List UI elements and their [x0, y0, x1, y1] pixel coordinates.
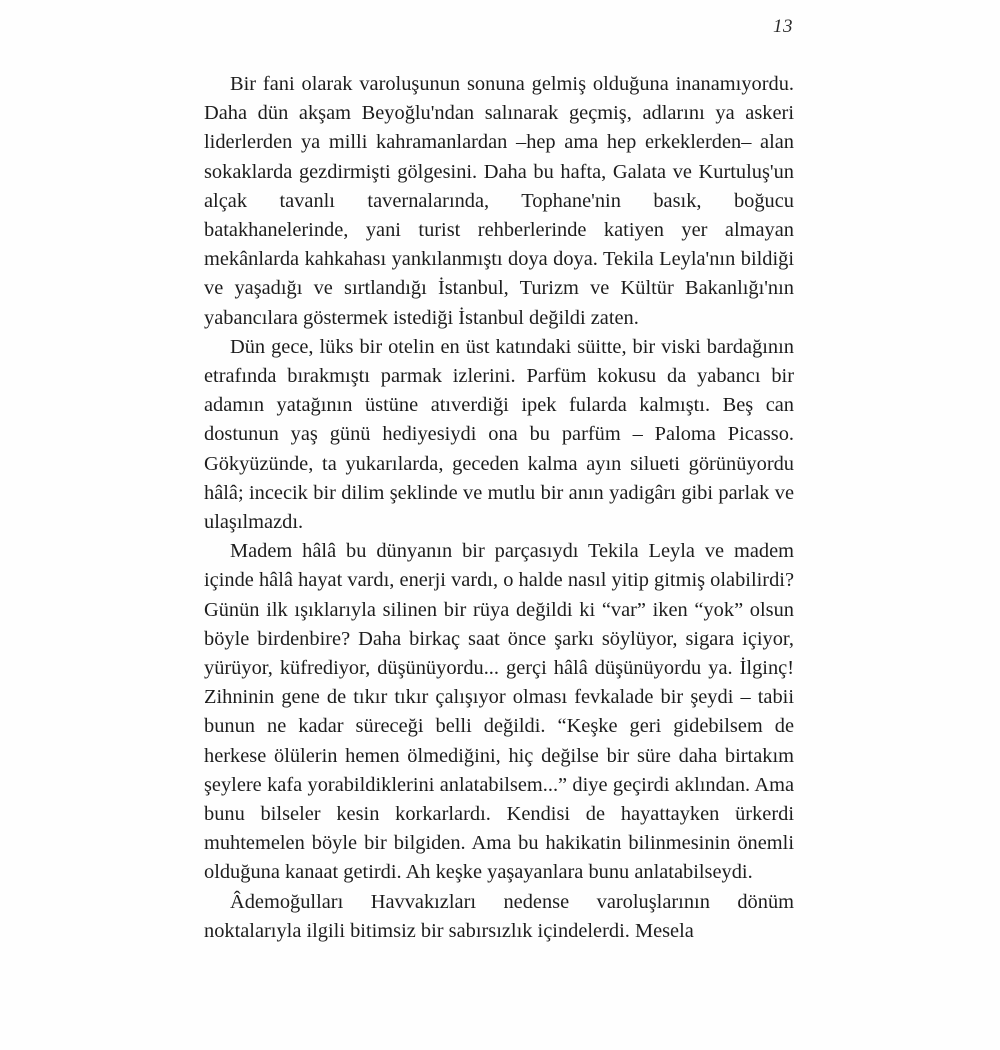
paragraph: Madem hâlâ bu dünyanın bir parçasıydı Tekila Leyla ve madem içinde hâlâ hayat vardı, enerji vardı, o halde nasıl yitip gitmiş olabilirdi? Günün ilk ışıklarıyla silinen bir rüya değildi ki “var” iken “yok” olsun böyle birdenbire? Daha birkaç saat önce şarkı söylüyor, sigara içiyor, yürüyor, küfrediyor, düşünüyordu... gerçi hâlâ düşünüyordu ya. İlginç! Zihninin gene de tıkır tıkır çalışıyor olması fevkalade bir şeydi – tabii bunun ne kadar süreceği belli değildi. “Keşke geri gidebilsem de herkese ölülerin hemen ölmediğini, hiç değilse bir süre daha birtakım şeylere kafa yorabildiklerini anlatabilsem...” diye geçirdi aklından. Ama bunu bilseler kesin korkarlardı. Kendisi de hayattayken ürkerdi muhtemelen böyle bir bilgiden. Ama bu hakikatin bilinmesinin önemli olduğuna kanaat getirdi. Ah keşke yaşayanlara bunu anlatabilseydi.	[204, 540, 794, 884]
paragraph: Dün gece, lüks bir otelin en üst katındaki süitte, bir viski bardağının etrafında bırakmıştı parmak izlerini. Parfüm kokusu da yabancı bir adamın yatağının üstüne atıverdiği ipek fularda kalmıştı. Beş can dostunun yaş günü hediyesiydi ona bu parfüm – Paloma Picasso. Gökyüzünde, ta yukarılarda, geceden kalma ayın silueti görünüyordu hâlâ; incecik bir dilim şeklinde ve mutlu bir anın yadigârı gibi parlak ve ulaşılmazdı.	[204, 335, 794, 534]
page-number: 13	[773, 16, 793, 37]
paragraph: Bir fani olarak varoluşunun sonuna gelmiş olduğuna inanamıyordu. Daha dün akşam Beyoğlu'ndan salınarak geçmiş, adlarını ya askeri liderlerden ya milli kahramanlardan –hep ama hep erkeklerden– alan sokaklarda gezdirmişti gölgesini. Daha bu hafta, Galata ve Kurtuluş'un alçak tavanlı tavernalarında, Tophane'nin basık, boğucu batakhanelerinde, yani turist rehberlerinde katiyen yer almayan mekânlarda kahkahası yankılanmıştı doya doya. Tekila Leyla'nın bildiği ve yaşadığı ve sırtlandığı İstanbul, Turizm ve Kültür Bakanlığı'nın yabancılara göstermek istediği İstanbul değildi zaten.	[204, 73, 794, 329]
paragraph: Âdemoğulları Havvakızları nedense varoluşlarının dönüm noktalarıyla ilgili bitimsiz bir sabırsızlık içindelerdi. Mesela	[204, 890, 794, 942]
body-text-column	[204, 70, 794, 946]
